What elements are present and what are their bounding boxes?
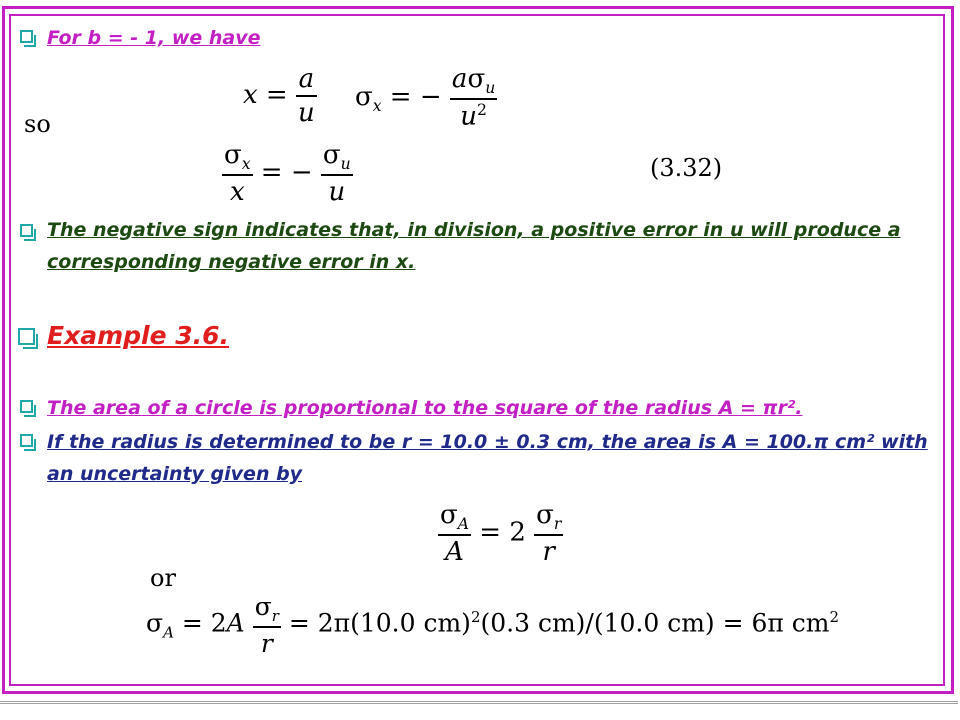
negative-sign-text: The negative sign indicates that, in division, a positive error in u will produce a corresponding negative error in x.: [47, 219, 901, 273]
or-text: or: [150, 564, 176, 592]
checkbox-bullet-icon: [18, 328, 35, 345]
equation-number: (3.32): [650, 154, 723, 182]
checkbox-bullet-icon: [20, 434, 33, 447]
bottom-rule: [0, 701, 958, 704]
area-text: The area of a circle is proportional to the square of the radius A = πr².: [47, 397, 803, 419]
radius-text: If the radius is determined to be r = 10.0 ± 0.3 cm, the area is A = 100.π cm² with an uncertainty given by: [47, 431, 928, 485]
example-title: Example 3.6.: [47, 321, 230, 350]
checkbox-bullet-icon: [20, 30, 33, 43]
eq-final: $\sigma_A = 2A$ $\frac{\sigma_r}{r}$ = 2π(10.0 cm)$^2$(0.3 cm)/(10.0 cm) = 6π $cm^2$: [146, 592, 840, 658]
eq-x: x = $\frac{a}{u}$: [243, 64, 315, 128]
eq-sigma-x: $\sigma_x$ = − $\frac{a\sigma_u}{u^2}$: [355, 64, 496, 132]
checkbox-bullet-icon: [20, 400, 33, 413]
so-text: so: [24, 110, 51, 138]
b-case-text: For b = - 1, we have: [47, 27, 261, 49]
eq-ratio: $\frac{\sigma_x}{x}$ = − $\frac{\sigma_u}{u}$: [224, 140, 351, 208]
eq-sigmaA-ratio: $\frac{\sigma_A}{A}$ = 2 $\frac{\sigma_r}{r}$: [440, 500, 562, 568]
checkbox-bullet-icon: [20, 224, 33, 237]
